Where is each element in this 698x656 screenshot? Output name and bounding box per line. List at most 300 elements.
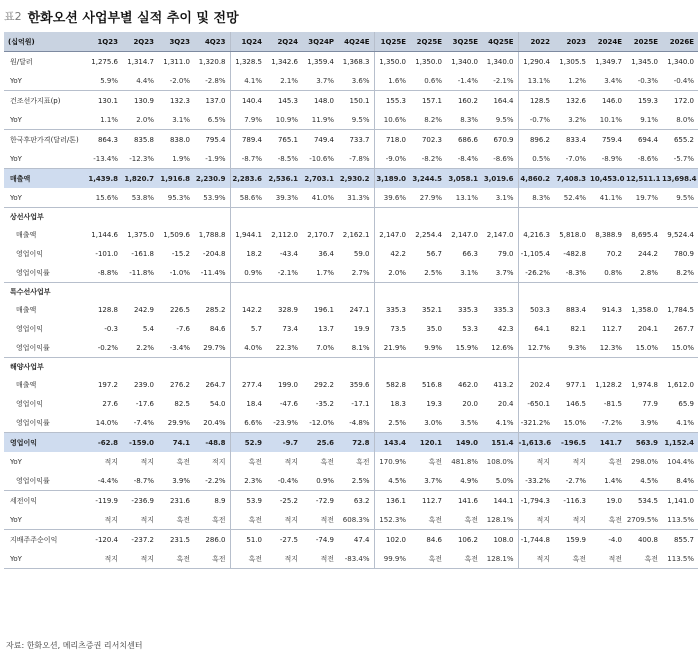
table-cell: 74.1 <box>158 433 194 453</box>
table-cell: 108.0 <box>493 535 514 544</box>
table-cell: 481.8% <box>451 457 478 466</box>
table-cell: 18.2 <box>230 244 266 263</box>
table-cell: 2,112.0 <box>271 230 298 239</box>
table-cell: 53.9 <box>230 491 266 511</box>
table-cell: 적지 <box>122 510 158 530</box>
table-cell: 6.5% <box>194 110 230 130</box>
table-cell <box>482 358 518 376</box>
table-cell: -72.9 <box>315 496 334 505</box>
table-cell: -2.2% <box>194 471 230 491</box>
table-cell: 59.0 <box>353 249 370 258</box>
table-cell: 231.5 <box>169 535 190 544</box>
table-cell: 780.9 <box>673 249 694 258</box>
table-cell: 702.3 <box>421 135 442 144</box>
table-cell <box>662 358 698 376</box>
table-cell: 9.3% <box>554 338 590 358</box>
table-cell: 352.1 <box>421 305 442 314</box>
table-cell: -43.4 <box>279 249 298 258</box>
table-cell: 7,408.3 <box>554 169 590 189</box>
table-cell: 0.8% <box>590 263 626 283</box>
table-cell: 1.7% <box>302 263 338 283</box>
table-cell: 140.4 <box>230 91 266 111</box>
table-cell: 1,350.0 <box>415 57 442 66</box>
table-cell: 694.4 <box>637 135 658 144</box>
table-cell: -26.2% <box>518 263 554 283</box>
table-cell: 164.4 <box>493 96 514 105</box>
row-label: 영업이익 <box>16 399 44 408</box>
header-cell: 3Q25E <box>446 32 482 52</box>
table-cell: -196.5 <box>554 433 590 453</box>
table-cell: -83.4% <box>338 549 374 569</box>
table-cell: 적지 <box>284 457 298 466</box>
table-cell: 120.1 <box>410 433 446 453</box>
table-cell: 789.4 <box>230 130 266 150</box>
table-cell <box>446 358 482 376</box>
row-label: 매출액 <box>16 305 37 314</box>
table-cell: 25.6 <box>302 433 338 453</box>
table-cell: -2.8% <box>194 71 230 91</box>
table-cell: 146.0 <box>601 96 622 105</box>
table-cell: 113.5% <box>662 510 698 530</box>
table-cell: 359.6 <box>349 380 370 389</box>
table-cell: 0.6% <box>410 71 446 91</box>
table-row <box>4 433 698 453</box>
table-cell: 2.1% <box>266 71 302 91</box>
table-cell: -35.2 <box>315 399 334 408</box>
table-row <box>4 130 698 150</box>
table-cell: 66.3 <box>462 249 478 258</box>
table-row <box>4 452 698 471</box>
table-cell: 128.1% <box>482 510 518 530</box>
table-cell: 흑전 <box>410 510 446 530</box>
table-cell: 2,536.1 <box>266 169 302 189</box>
table-cell: -237.2 <box>131 535 154 544</box>
table-cell: 1.9% <box>158 149 194 169</box>
table-cell: 1,375.0 <box>127 230 154 239</box>
table-cell: 267.7 <box>673 324 694 333</box>
table-cell <box>194 358 230 376</box>
table-cell: 63.2 <box>353 496 370 505</box>
table-cell: 10.6% <box>374 110 410 130</box>
table-cell: -482.8 <box>563 249 586 258</box>
table-cell <box>482 208 518 226</box>
table-cell <box>374 283 410 301</box>
table-cell: 1,509.6 <box>163 230 190 239</box>
table-cell: 53.3 <box>462 324 478 333</box>
table-row <box>4 52 698 72</box>
row-label: YoY <box>4 549 86 569</box>
row-label: 원/달러 <box>10 57 33 66</box>
table-cell: 적지 <box>86 549 122 569</box>
table-cell: 흑전 <box>158 549 194 569</box>
table-cell: 53.9% <box>194 188 230 208</box>
table-cell: 328.9 <box>277 305 298 314</box>
table-cell: 335.3 <box>493 305 514 314</box>
table-cell: 4.1% <box>662 413 698 433</box>
table-cell: 77.9 <box>642 399 658 408</box>
table-cell: -4.8% <box>338 413 374 433</box>
table-row <box>4 110 698 130</box>
table-cell: 883.4 <box>565 305 586 314</box>
table-row <box>4 413 698 433</box>
header-cell: 2Q24 <box>266 32 302 52</box>
table-cell <box>194 283 230 301</box>
table-cell: 1,340.0 <box>451 57 478 66</box>
table-cell: -321.2% <box>518 413 554 433</box>
table-cell: 2709.5% <box>626 510 662 530</box>
table-cell: 2.5% <box>410 263 446 283</box>
table-cell: 10.1% <box>590 110 626 130</box>
table-cell: -74.9 <box>315 535 334 544</box>
table-cell <box>122 283 158 301</box>
table-cell: 563.9 <box>626 433 662 453</box>
table-cell: -119.9 <box>95 496 118 505</box>
table-cell <box>302 208 338 226</box>
table-cell <box>338 208 374 226</box>
table-cell <box>338 358 374 376</box>
table-cell: 5.0% <box>482 471 518 491</box>
table-cell: 838.0 <box>169 135 190 144</box>
table-cell: 1,345.0 <box>631 57 658 66</box>
header-cell: 4Q23 <box>194 32 230 52</box>
table-cell: 1,944.1 <box>230 225 266 244</box>
table-cell: 8.1% <box>338 338 374 358</box>
table-cell: 73.4 <box>282 324 298 333</box>
table-cell <box>554 208 590 226</box>
table-cell: 적지 <box>518 510 554 530</box>
table-cell: -10.6% <box>302 149 338 169</box>
table-cell: 4.5% <box>374 471 410 491</box>
row-label: 해양사업부 <box>10 362 44 371</box>
table-cell: 3.7% <box>482 263 518 283</box>
table-cell: 흑전 <box>554 549 590 569</box>
table-cell: 400.8 <box>637 535 658 544</box>
table-cell: 247.1 <box>349 305 370 314</box>
header-cell: 2023 <box>554 32 590 52</box>
table-cell: 1,820.7 <box>122 169 158 189</box>
table-cell: 1,152.4 <box>662 433 698 453</box>
table-cell: -650.1 <box>518 394 554 413</box>
table-row <box>4 358 698 376</box>
table-cell: 413.2 <box>493 380 514 389</box>
table-cell: 914.3 <box>601 305 622 314</box>
table-cell: 864.3 <box>97 135 118 144</box>
table-cell: 608.3% <box>338 510 374 530</box>
table-cell: 흑전 <box>230 452 266 471</box>
row-label: YoY <box>10 457 22 466</box>
table-cell: 흑전 <box>590 510 626 530</box>
table-cell: 47.4 <box>353 535 370 544</box>
table-cell: 1,311.0 <box>163 57 190 66</box>
table-cell: 108.0% <box>486 457 514 466</box>
table-cell: 적지 <box>572 457 586 466</box>
table-cell: 흑전 <box>626 549 662 569</box>
table-cell: 1,612.0 <box>667 380 694 389</box>
table-cell: 12,511.1 <box>626 169 662 189</box>
table-cell: 733.7 <box>349 135 370 144</box>
table-cell: 1,141.0 <box>667 496 694 505</box>
table-cell: 19.0 <box>606 496 622 505</box>
table-cell: 3.9% <box>158 471 194 491</box>
table-cell <box>302 358 338 376</box>
table-cell: 1,349.7 <box>595 57 622 66</box>
row-label: 세전이익 <box>10 496 38 505</box>
row-label: 영업이익률 <box>4 263 86 283</box>
table-cell: 104.4% <box>667 457 694 466</box>
table-cell: -0.3% <box>626 71 662 91</box>
table-cell: 73.5 <box>374 319 410 338</box>
table-cell: 11.9% <box>302 110 338 130</box>
table-cell: 130.9 <box>133 96 154 105</box>
table-cell: 855.7 <box>673 535 694 544</box>
table-cell: 1,340.0 <box>486 57 514 66</box>
table-cell: 흑전 <box>608 457 622 466</box>
table-cell: 149.0 <box>446 433 482 453</box>
table-cell: 12.3% <box>590 338 626 358</box>
table-cell <box>446 208 482 226</box>
table-cell: 2,703.1 <box>302 169 338 189</box>
table-cell: -101.0 <box>95 249 118 258</box>
table-cell: 1,275.6 <box>91 57 118 66</box>
table-cell: 흑전 <box>230 549 266 569</box>
table-cell: 835.8 <box>133 135 154 144</box>
table-cell: 흑전 <box>410 549 446 569</box>
row-label: 지배주주순이익 <box>10 535 58 544</box>
table-cell <box>122 358 158 376</box>
table-cell <box>590 283 626 301</box>
table-cell: 718.0 <box>374 130 410 150</box>
table-cell: 적전 <box>302 549 338 569</box>
table-cell: 3.2% <box>554 110 590 130</box>
table-cell <box>590 358 626 376</box>
table-cell: 152.3% <box>374 510 410 530</box>
row-label: 영업이익률 <box>4 471 86 491</box>
header-cell: 1Q24 <box>230 32 266 52</box>
header-cell: 2Q25E <box>410 32 446 52</box>
table-cell: -23.9% <box>266 413 302 433</box>
table-cell: 95.3% <box>158 188 194 208</box>
header-cell: 2022 <box>518 32 554 52</box>
table-cell: -7.8% <box>338 149 374 169</box>
table-cell <box>230 283 266 301</box>
table-cell: 15.0% <box>554 413 590 433</box>
header-cell: 2025E <box>626 32 662 52</box>
table-cell: -1,105.4 <box>518 244 554 263</box>
table-cell: 242.9 <box>133 305 154 314</box>
table-cell: 흑전 <box>194 549 230 569</box>
table-cell: 흑전 <box>176 457 190 466</box>
table-cell: 1,144.6 <box>91 230 118 239</box>
table-title-text: 한화오션 사업부별 실적 추이 및 전망 <box>27 10 239 26</box>
table-row <box>4 491 698 511</box>
table-cell: -7.4% <box>122 413 158 433</box>
row-label: YoY <box>4 71 86 91</box>
table-cell: 39.6% <box>374 188 410 208</box>
table-cell: 102.0 <box>374 530 410 550</box>
table-cell: 4.0% <box>230 338 266 358</box>
table-cell: 1,368.3 <box>342 57 370 66</box>
table-cell: -8.2% <box>410 149 446 169</box>
table-cell: 적전 <box>302 510 338 530</box>
table-row <box>4 169 698 189</box>
table-cell <box>86 358 122 376</box>
row-label: YoY <box>4 188 86 208</box>
table-cell <box>410 283 446 301</box>
table-cell: 2,147.0 <box>486 230 514 239</box>
table-cell: 8.2% <box>410 110 446 130</box>
table-cell: -25.2 <box>279 496 298 505</box>
table-cell <box>230 358 266 376</box>
table-cell: -161.8 <box>131 249 154 258</box>
table-cell: 503.3 <box>518 300 554 319</box>
table-cell: 686.6 <box>457 135 478 144</box>
table-cell: 1,358.0 <box>631 305 658 314</box>
table-cell: -0.4% <box>662 71 698 91</box>
table-cell: 2.5% <box>374 413 410 433</box>
table-cell <box>194 208 230 226</box>
table-cell: 137.0 <box>205 96 226 105</box>
table-cell: 0.9% <box>302 471 338 491</box>
table-cell: 적지 <box>104 457 118 466</box>
table-cell: 170.9% <box>374 452 410 471</box>
table-cell: 239.0 <box>133 380 154 389</box>
table-cell: 6.6% <box>230 413 266 433</box>
table-cell: 8,695.4 <box>631 230 658 239</box>
table-cell: 1.4% <box>590 471 626 491</box>
row-label: 영업이익률 <box>4 338 86 358</box>
table-cell: 3.4% <box>590 71 626 91</box>
row-label: 매출액 <box>4 169 86 189</box>
table-cell: -120.4 <box>95 535 118 544</box>
header-cell: 3Q24P <box>302 32 338 52</box>
table-cell: 9.5% <box>338 110 374 130</box>
table-cell: 3.5% <box>446 413 482 433</box>
table-cell: 128.5 <box>518 91 554 111</box>
table-cell: 42.3 <box>497 324 514 333</box>
table-cell: 흑전 <box>158 510 194 530</box>
table-header-row <box>4 32 698 52</box>
table-cell: 적지 <box>211 457 226 466</box>
table-cell: 1,350.0 <box>374 52 410 72</box>
table-cell: 3,019.6 <box>482 169 518 189</box>
table-cell: 22.3% <box>266 338 302 358</box>
table-cell: 2.8% <box>626 263 662 283</box>
table-cell: 2,254.4 <box>415 230 442 239</box>
table-cell: 145.3 <box>277 96 298 105</box>
table-cell: 655.2 <box>673 135 694 144</box>
table-cell <box>662 208 698 226</box>
table-cell: -1.0% <box>158 263 194 283</box>
table-cell: 1,340.0 <box>667 57 694 66</box>
table-cell: -1,794.3 <box>518 491 554 511</box>
table-cell: 160.2 <box>457 96 478 105</box>
table-cell: -33.2% <box>518 471 554 491</box>
table-cell: 159.3 <box>637 96 658 105</box>
table-cell <box>302 283 338 301</box>
table-cell: -3.4% <box>158 338 194 358</box>
table-cell: 172.0 <box>673 96 694 105</box>
table-cell: 670.9 <box>493 135 514 144</box>
table-cell: 143.4 <box>374 433 410 453</box>
table-cell: 10.9% <box>266 110 302 130</box>
table-cell <box>122 208 158 226</box>
table-row <box>4 300 698 319</box>
table-cell: 84.6 <box>209 324 226 333</box>
table-cell: 54.0 <box>209 399 226 408</box>
table-cell: 19.3 <box>426 399 442 408</box>
table-cell: 130.1 <box>97 96 118 105</box>
table-cell <box>338 283 374 301</box>
table-cell <box>482 283 518 301</box>
table-row <box>4 71 698 91</box>
table-cell: 2,230.9 <box>194 169 230 189</box>
table-cell <box>626 283 662 301</box>
row-label: 건조선가지표(p) <box>10 96 61 105</box>
table-cell: 2.5% <box>338 471 374 491</box>
table-cell: 53.8% <box>122 188 158 208</box>
table-cell: 144.1 <box>493 496 514 505</box>
table-cell <box>266 208 302 226</box>
table-cell: 84.6 <box>426 535 442 544</box>
table-cell: 142.2 <box>230 300 266 319</box>
table-cell: -17.6 <box>135 399 154 408</box>
table-cell <box>626 358 662 376</box>
table-cell: 적지 <box>518 549 554 569</box>
table-cell: -4.0 <box>608 535 622 544</box>
table-cell: -4.4% <box>86 471 122 491</box>
row-label: 영업이익 <box>16 324 44 333</box>
header-cell: 3Q23 <box>158 32 194 52</box>
table-cell <box>158 358 194 376</box>
table-cell: -13.4% <box>86 149 122 169</box>
table-cell: 41.0% <box>302 188 338 208</box>
row-label: YoY <box>4 510 86 530</box>
table-cell: 1,439.8 <box>86 169 122 189</box>
table-cell: -8.4% <box>446 149 482 169</box>
table-cell: 155.3 <box>374 91 410 111</box>
table-cell: 197.2 <box>97 380 118 389</box>
table-row <box>4 530 698 550</box>
table-cell: -204.8 <box>202 249 226 258</box>
table-cell: -1.4% <box>446 71 482 91</box>
table-cell: 흑전 <box>428 457 442 466</box>
table-row <box>4 283 698 301</box>
table-cell: 1,328.5 <box>230 52 266 72</box>
table-cell: 5.4 <box>142 324 154 333</box>
table-cell: 204.1 <box>637 324 658 333</box>
table-cell: 적지 <box>86 510 122 530</box>
table-cell: 462.0 <box>457 380 478 389</box>
table-cell: 1,320.8 <box>198 57 226 66</box>
table-cell: -8.6% <box>626 149 662 169</box>
table-cell <box>662 283 698 301</box>
table-cell: 202.4 <box>518 375 554 394</box>
table-cell: 9.5% <box>482 110 518 130</box>
table-cell: 1,784.5 <box>667 305 694 314</box>
table-cell: 1.2% <box>554 71 590 91</box>
table-cell: 36.4 <box>318 249 334 258</box>
row-label: 매출액 <box>16 230 37 239</box>
table-cell: 19.9 <box>353 324 370 333</box>
table-cell: 1,788.8 <box>198 230 226 239</box>
table-cell: 7.9% <box>230 110 266 130</box>
table-cell: 13.7 <box>318 324 334 333</box>
table-cell: -8.7% <box>230 149 266 169</box>
table-cell: 534.5 <box>637 496 658 505</box>
table-cell: 2,147.0 <box>374 225 410 244</box>
table-cell: -5.7% <box>662 149 698 169</box>
table-cell <box>626 208 662 226</box>
